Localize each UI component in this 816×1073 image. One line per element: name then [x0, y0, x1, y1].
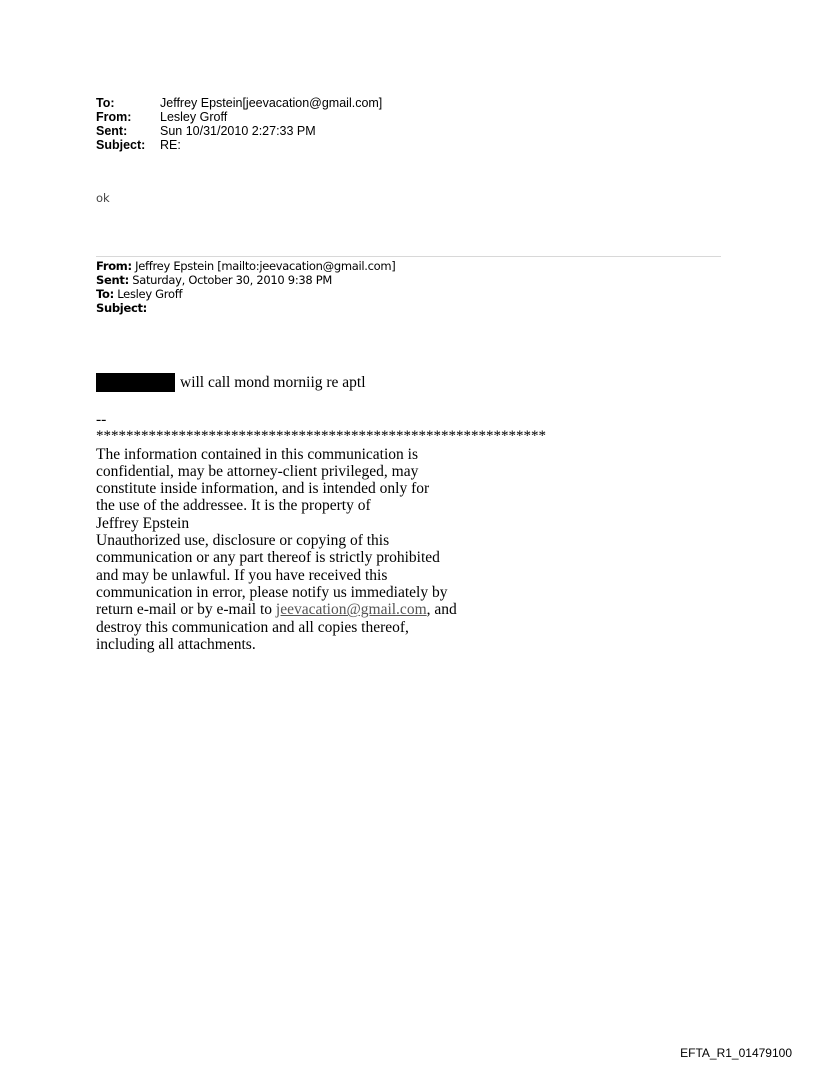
- quoted-sent-value: Saturday, October 30, 2010 9:38 PM: [128, 273, 333, 287]
- message-text: will call mond morniig re aptl: [180, 373, 366, 391]
- from-label: From:: [96, 110, 132, 124]
- quoted-to-row: [96, 287, 395, 301]
- message-line: [96, 373, 366, 392]
- email-line-suffix: , and: [426, 601, 457, 619]
- redaction-box: [96, 373, 175, 392]
- email-link[interactable]: jeevacation@gmail.com: [275, 601, 427, 619]
- disclaimer-line: Unauthorized use, disclosure or copying of this: [96, 532, 390, 550]
- from-row: [96, 110, 382, 124]
- to-row: [96, 96, 382, 110]
- quoted-subject-label: Subject:: [96, 301, 147, 315]
- email-line-prefix: return e-mail or by e-mail to: [96, 601, 276, 619]
- disclaimer-line: destroy this communication and all copies thereof,: [96, 618, 409, 636]
- to-value: Jeffrey Epstein[jeevacation@gmail.com]: [160, 96, 383, 110]
- quoted-from-row: [96, 259, 395, 273]
- quoted-sent-row: [96, 273, 395, 287]
- quote-divider: [96, 256, 721, 257]
- document-id: EFTA_R1_01479100: [680, 1046, 792, 1060]
- quoted-to-value: Lesley Groff: [113, 287, 183, 301]
- reply-body: ok: [96, 191, 110, 205]
- email-header: [96, 96, 382, 152]
- disclaimer-line: and may be unlawful. If you have received this: [96, 566, 388, 584]
- from-value: Lesley Groff: [160, 110, 228, 124]
- sent-value: Sun 10/31/2010 2:27:33 PM: [160, 124, 316, 138]
- subject-label: Subject:: [96, 138, 146, 152]
- disclaimer-line: the use of the addressee. It is the property of: [96, 497, 371, 515]
- disclaimer-line: constitute inside information, and is intended only for: [96, 480, 430, 498]
- quoted-header: [96, 259, 395, 315]
- disclaimer-line: communication in error, please notify us immediately by: [96, 583, 448, 601]
- disclaimer-line: communication or any part thereof is strictly prohibited: [96, 549, 440, 567]
- quoted-subject-row: [96, 301, 395, 315]
- disclaimer-line: including all attachments.: [96, 635, 256, 653]
- sent-row: [96, 124, 382, 138]
- disclaimer-line: confidential, may be attorney-client privileged, may: [96, 462, 419, 480]
- disclaimer-line: Jeffrey Epstein: [96, 514, 190, 532]
- to-label: To:: [96, 96, 115, 110]
- quoted-to-label: To:: [96, 287, 114, 301]
- disclaimer-email-line: [96, 601, 546, 618]
- quoted-from-value: Jeffrey Epstein [mailto:jeevacation@gmail.com]: [131, 259, 396, 273]
- quoted-from-label: From:: [96, 259, 132, 273]
- subject-row: [96, 138, 382, 152]
- disclaimer-line: The information contained in this communication is: [96, 445, 418, 463]
- subject-value: RE:: [160, 138, 181, 152]
- signature-dashes: --: [96, 411, 107, 428]
- sent-label: Sent:: [96, 124, 128, 138]
- quoted-sent-label: Sent:: [96, 273, 129, 287]
- signature-stars: ************************************************************: [96, 428, 546, 445]
- signature-block: [96, 411, 546, 653]
